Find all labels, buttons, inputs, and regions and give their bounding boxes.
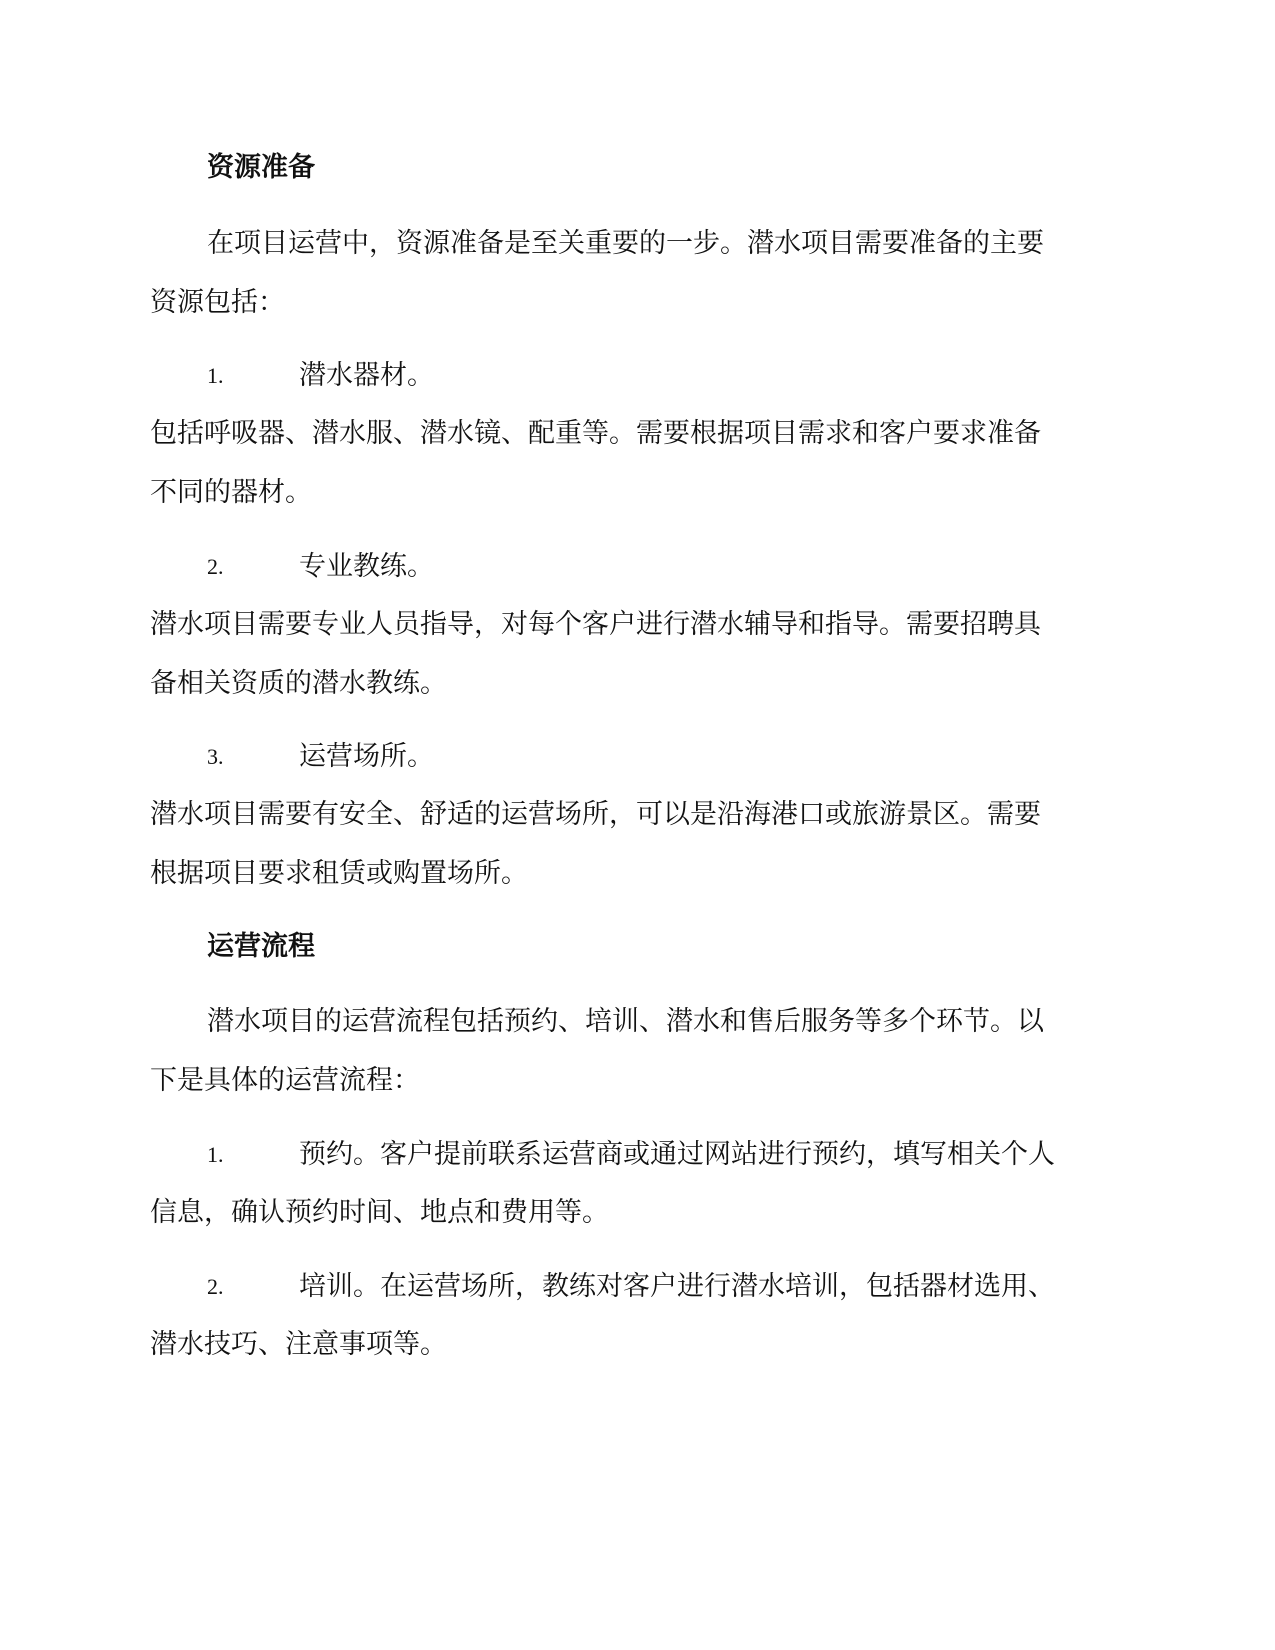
list-number: 3.	[207, 744, 224, 769]
list-number: 2.	[207, 1274, 224, 1299]
paragraph-line: 在项目运营中，资源准备是至关重要的一步。潜水项目需要准备的主要	[207, 228, 1044, 259]
list-item-text: 培训。在运营场所，教练对客户进行潜水培训，包括器材选用、	[299, 1271, 1055, 1302]
section-heading-operations: 运营流程	[207, 931, 315, 962]
paragraph-line: 信息，确认预约时间、地点和费用等。	[150, 1197, 609, 1228]
list-item-title: 潜水器材。	[299, 360, 434, 391]
paragraph-line: 潜水项目的运营流程包括预约、培训、潜水和售后服务等多个环节。以	[207, 1006, 1044, 1037]
list-item-text: 预约。客户提前联系运营商或通过网站进行预约，填写相关个人	[299, 1139, 1055, 1170]
list-item-title: 专业教练。	[299, 551, 434, 582]
paragraph-line: 根据项目要求租赁或购置场所。	[150, 858, 528, 889]
paragraph-line: 资源包括：	[150, 287, 285, 318]
paragraph-line: 不同的器材。	[150, 477, 312, 508]
paragraph-line: 下是具体的运营流程：	[150, 1065, 420, 1096]
paragraph-line: 备相关资质的潜水教练。	[150, 668, 447, 699]
list-number: 1.	[207, 363, 224, 388]
list-item-title: 运营场所。	[299, 741, 434, 772]
section-heading-resources: 资源准备	[207, 152, 315, 183]
list-number: 1.	[207, 1142, 224, 1167]
paragraph-line: 潜水项目需要专业人员指导，对每个客户进行潜水辅导和指导。需要招聘具	[150, 609, 1041, 640]
paragraph-line: 潜水技巧、注意事项等。	[150, 1329, 447, 1360]
list-number: 2.	[207, 554, 224, 579]
paragraph-line: 包括呼吸器、潜水服、潜水镜、配重等。需要根据项目需求和客户要求准备	[150, 418, 1041, 449]
paragraph-line: 潜水项目需要有安全、舒适的运营场所，可以是沿海港口或旅游景区。需要	[150, 799, 1041, 830]
